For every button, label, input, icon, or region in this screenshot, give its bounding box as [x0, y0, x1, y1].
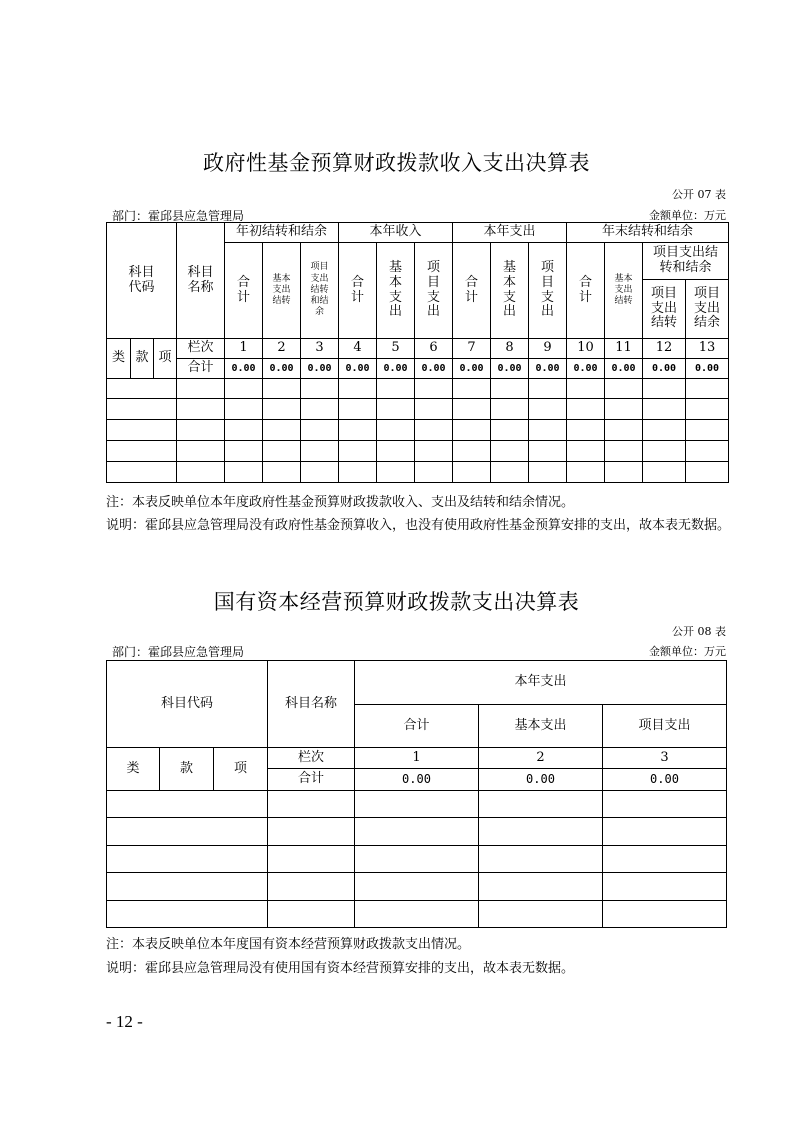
header-end-balance: 年末结转和结余: [567, 223, 729, 243]
total-value: 0.00: [225, 359, 263, 379]
header-end-total: 合计: [567, 243, 605, 339]
table07: [106, 222, 729, 483]
table-row: [107, 846, 727, 873]
header-expense-total: 合计: [453, 243, 491, 339]
col-num: 1: [225, 339, 263, 359]
table-row: [107, 873, 727, 901]
t8-header-expense: 本年支出: [355, 661, 727, 705]
col-num: 8: [491, 339, 529, 359]
col-num: 11: [605, 339, 643, 359]
header-subject-code: 科目代码: [107, 223, 177, 339]
header-kuan: 款: [131, 339, 154, 379]
t8-header-total: 合计: [355, 705, 479, 748]
header-expense-project: 项目支出: [529, 243, 567, 339]
table08-department: 部门：霍邱县应急管理局: [112, 645, 245, 659]
col-num: 9: [529, 339, 567, 359]
total-value: 0.00: [415, 359, 453, 379]
t8-header-project: 项目支出: [603, 705, 727, 748]
t8-header-kuan: 款: [160, 748, 214, 791]
t8-row-label-heji: 合计: [268, 769, 355, 791]
table08-title: 国有资本经营预算财政拨款支出决算表: [213, 590, 580, 614]
t8-header-subject-code: 科目代码: [107, 661, 268, 748]
total-value: 0.00: [301, 359, 339, 379]
total-value: 0.00: [529, 359, 567, 379]
total-value: 0.00: [567, 359, 605, 379]
header-end-project-carry: 项目支出结转: [643, 280, 686, 339]
total-value: 0.00: [339, 359, 377, 379]
total-value: 0.00: [605, 359, 643, 379]
table07-note: 注：本表反映单位本年度政府性基金预算财政拨款收入、支出及结转和结余情况。: [106, 495, 575, 510]
header-xiang: 项: [154, 339, 177, 379]
total-value: 0.00: [491, 359, 529, 379]
col-num: 5: [377, 339, 415, 359]
t8-header-lei: 类: [107, 748, 160, 791]
table08: [106, 660, 727, 928]
header-income-total: 合计: [339, 243, 377, 339]
row-label-heji: 合计: [177, 359, 225, 379]
header-end-basic: 基本支出结转: [605, 243, 643, 339]
header-begin-balance: 年初结转和结余: [225, 223, 339, 243]
table08-unit: 金额单位：万元: [649, 645, 726, 658]
header-subject-name: 科目名称: [177, 223, 225, 339]
table07-department: 部门：霍邱县应急管理局: [112, 209, 245, 223]
col-num: 7: [453, 339, 491, 359]
total-value: 0.00: [453, 359, 491, 379]
table-row: [107, 791, 727, 818]
header-lei: 类: [107, 339, 131, 379]
header-begin-basic: 基本支出结转: [263, 243, 301, 339]
col-num: 13: [686, 339, 729, 359]
total-value: 0.00: [643, 359, 686, 379]
col-num: 4: [339, 339, 377, 359]
col-num: 3: [301, 339, 339, 359]
total-value: 0.00: [686, 359, 729, 379]
table-row: [107, 462, 729, 483]
table-row: [107, 420, 729, 441]
header-income: 本年收入: [339, 223, 453, 243]
col-num: 12: [643, 339, 686, 359]
header-end-project-group: 项目支出结转和结余: [643, 243, 729, 280]
table-row: [107, 901, 727, 928]
total-value: 0.00: [377, 359, 415, 379]
header-end-project-remain: 项目支出结余: [686, 280, 729, 339]
table07-explanation: 说明：霍邱县应急管理局没有政府性基金预算收入，也没有使用政府性基金预算安排的支出，故本表无数据。: [106, 518, 731, 533]
col-num: 6: [415, 339, 453, 359]
t8-header-subject-name: 科目名称: [268, 661, 355, 748]
table-row: [107, 399, 729, 420]
t8-total-value: 0.00: [479, 769, 603, 791]
t8-total-value: 0.00: [355, 769, 479, 791]
t8-col-num: 2: [479, 748, 603, 769]
t8-total-value: 0.00: [603, 769, 727, 791]
header-expense-basic: 基本支出: [491, 243, 529, 339]
header-expense: 本年支出: [453, 223, 567, 243]
col-num: 10: [567, 339, 605, 359]
t8-col-num: 1: [355, 748, 479, 769]
table-row: [107, 441, 729, 462]
total-value: 0.00: [263, 359, 301, 379]
table08-explanation: 说明：霍邱县应急管理局没有使用国有资本经营预算安排的支出，故本表无数据。: [106, 961, 575, 976]
header-begin-project: 项目支出结转和结余: [301, 243, 339, 339]
col-num: 2: [263, 339, 301, 359]
row-label-lanci: 栏次: [177, 339, 225, 359]
page-number: - 12 -: [106, 1012, 143, 1031]
table07-title: 政府性基金预算财政拨款收入支出决算表: [203, 151, 590, 175]
table08-note: 注：本表反映单位本年度国有资本经营预算财政拨款支出情况。: [106, 937, 471, 952]
table-row: [107, 818, 727, 846]
table08-code: 公开 08 表: [672, 625, 726, 638]
table07-code: 公开 07 表: [672, 188, 726, 201]
header-income-project: 项目支出: [415, 243, 453, 339]
table07-unit: 金额单位：万元: [649, 209, 726, 222]
header-begin-total: 合计: [225, 243, 263, 339]
t8-header-basic: 基本支出: [479, 705, 603, 748]
header-income-basic: 基本支出: [377, 243, 415, 339]
t8-col-num: 3: [603, 748, 727, 769]
table-row: [107, 379, 729, 399]
t8-row-label-lanci: 栏次: [268, 748, 355, 769]
t8-header-xiang: 项: [214, 748, 268, 791]
